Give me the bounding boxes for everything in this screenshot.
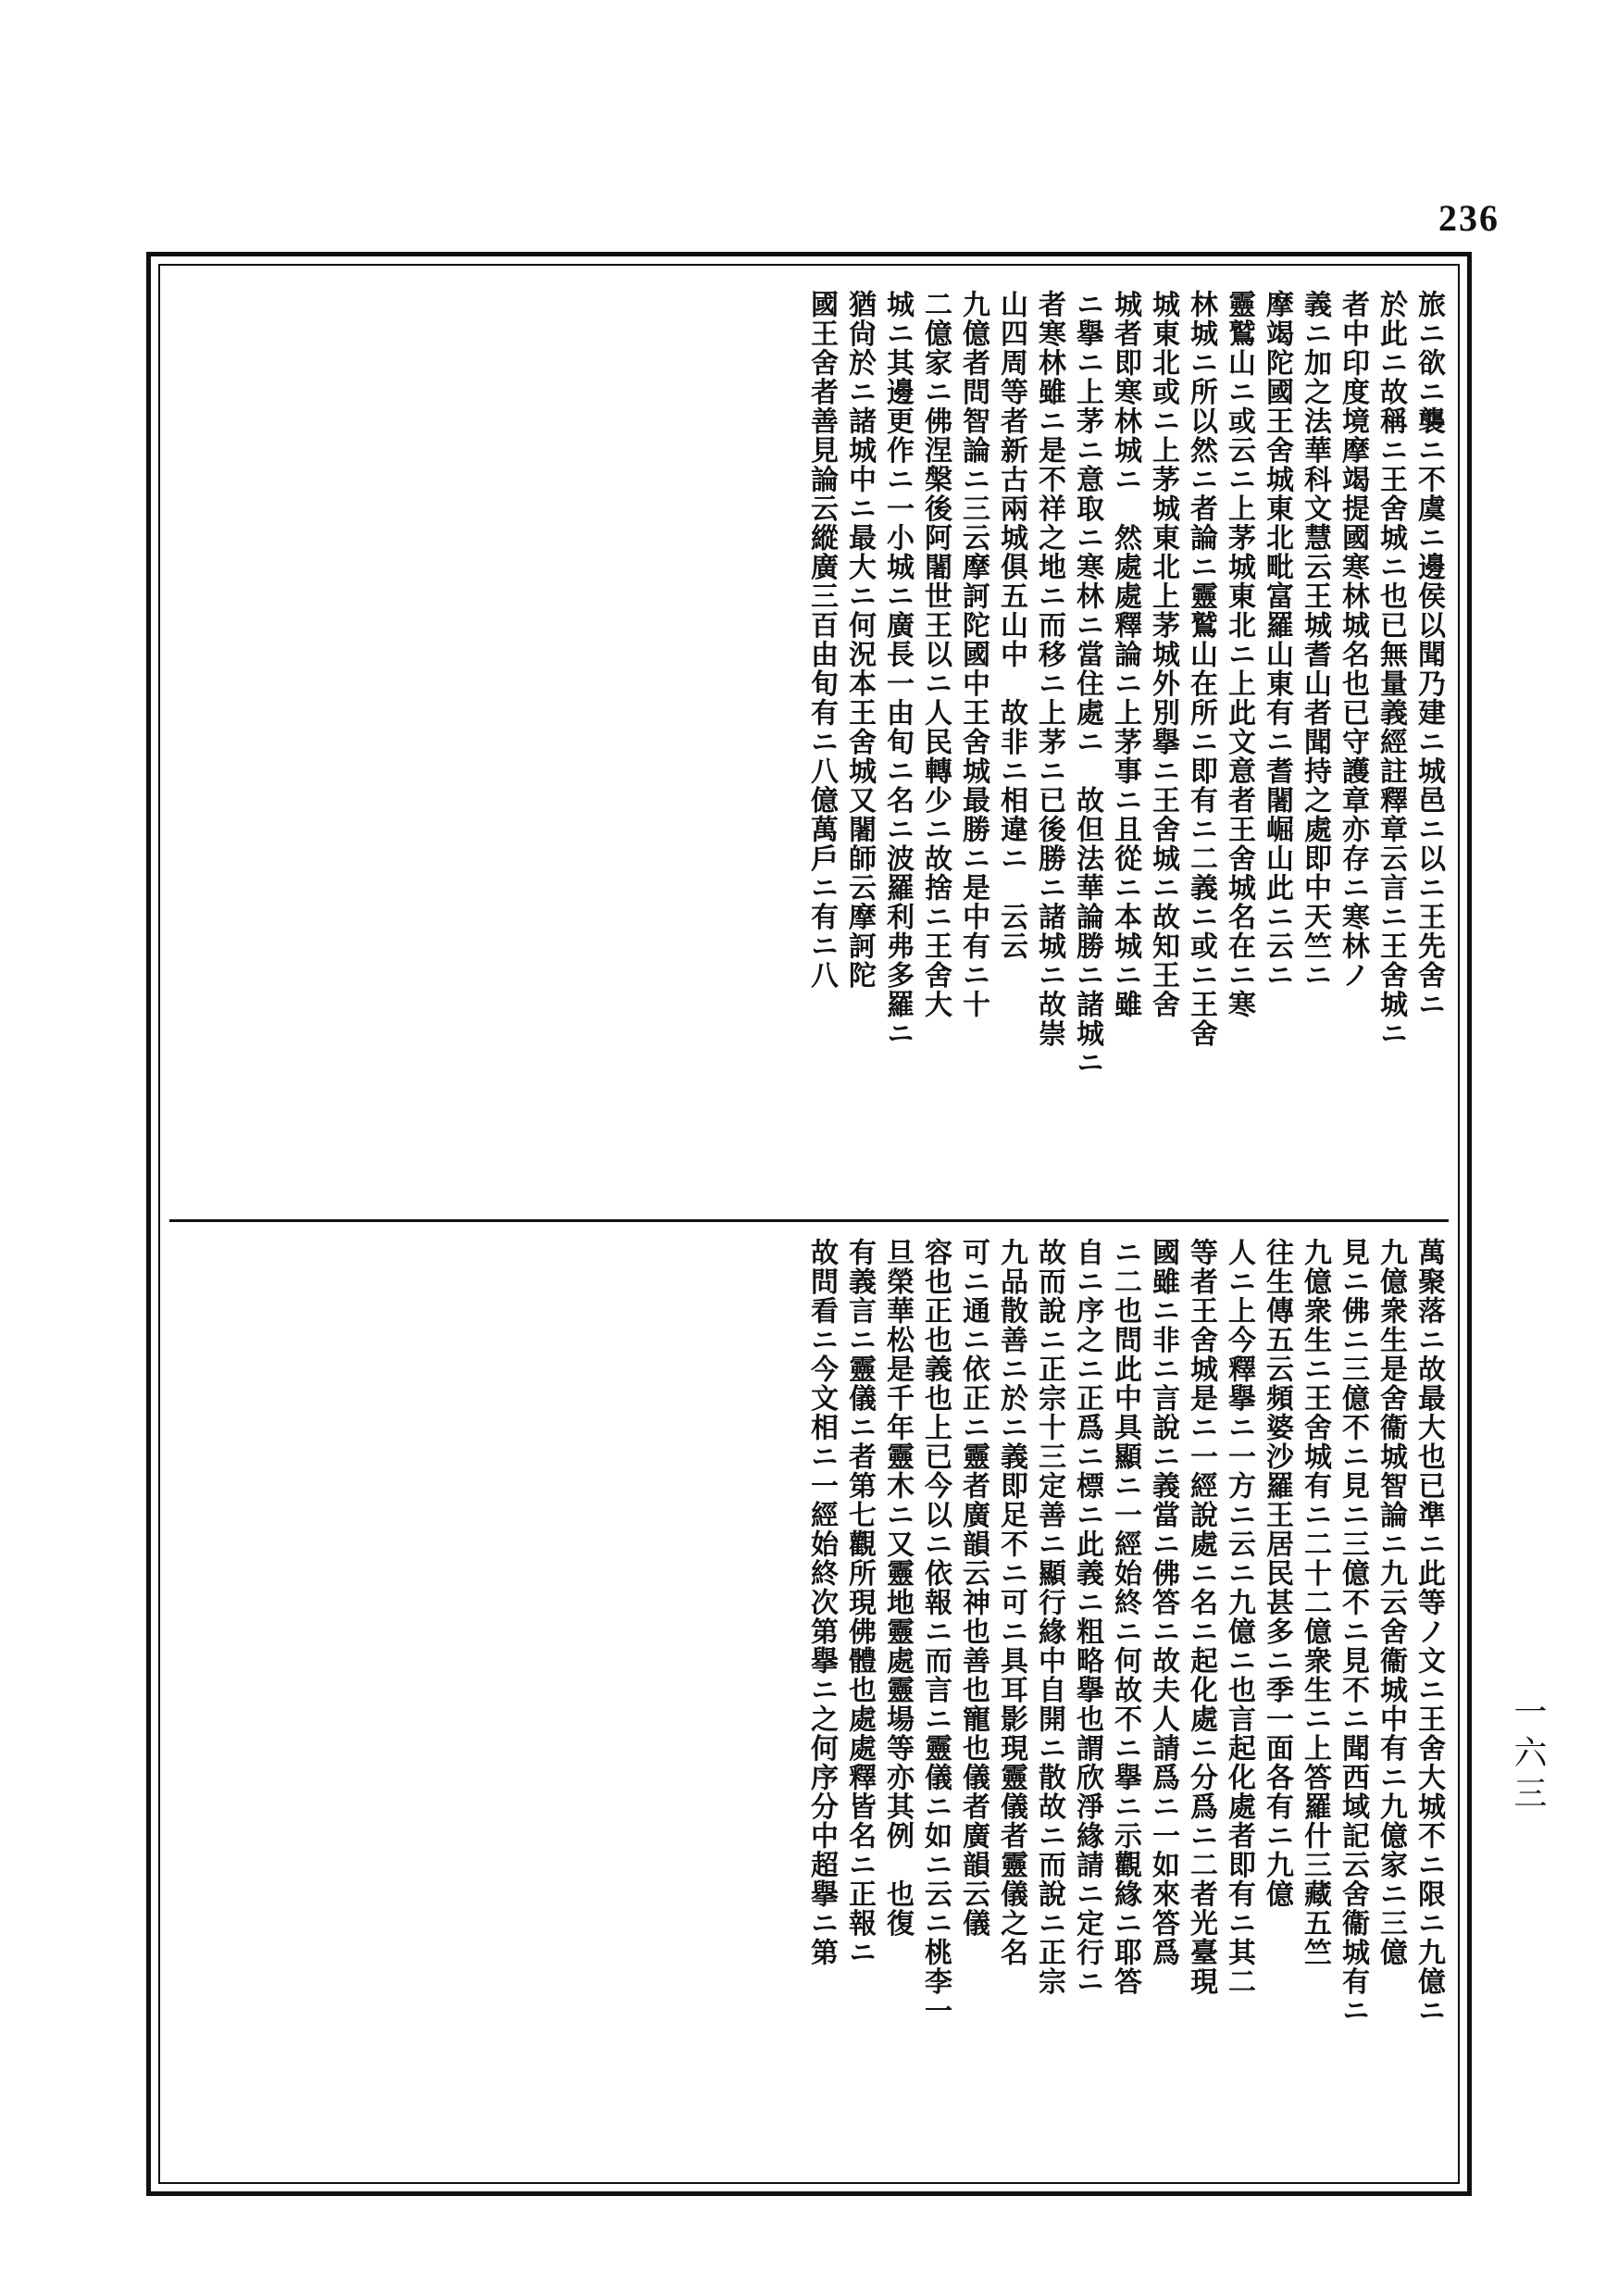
text-column: ニ二也問此中具顯ニ一經始終ニ何故不ニ擧ニ示觀緣ニ耶答 <box>1109 1238 1141 1996</box>
text-column: 有義言ニ靈儀ニ者第七觀所現佛體也處處釋皆名ニ正報ニ <box>843 1238 876 1967</box>
text-column: 等者王舍城是ニ一經說處ニ名ニ起化處ニ分爲ニ二者光臺現 <box>1185 1238 1217 1996</box>
text-column: 自ニ序之ニ正爲ニ標ニ此義ニ粗略擧也謂欣淨緣請ニ定行ニ <box>1071 1238 1103 1996</box>
text-column: 九品散善ニ於ニ義即足不ニ可ニ具耳影現靈儀者靈儀之名 <box>995 1238 1027 1967</box>
text-column: 故而說ニ正宗十三定善ニ顯行緣中自開ニ散故ニ而說ニ正宗 <box>1033 1238 1065 1996</box>
text-column: 國王舍者善見論云縱廣三百由旬有ニ八億萬戶ニ有ニ八 <box>805 290 838 990</box>
text-column: 城者即寒林城ニ 然處處釋論ニ上茅事ニ且從ニ本城ニ雖 <box>1109 290 1141 1019</box>
text-column: 旅ニ欲ニ襲ニ不虞ニ邊侯以聞乃建ニ城邑ニ以ニ王先舍ニ <box>1413 290 1445 1019</box>
page-number-side: 一六三 <box>1509 1694 1547 1816</box>
text-column: 於此ニ故稱ニ王舍城ニ也已無量義經註釋章云言ニ王舍城ニ <box>1375 290 1407 1048</box>
text-column: 二億家ニ佛涅槃後阿闍世王以ニ人民轉少ニ故捨ニ王舍大 <box>919 290 952 1019</box>
text-frame <box>146 252 1472 2196</box>
text-column: 人ニ上今釋擧ニ一方ニ云ニ九億ニ也言起化處者即有ニ其二 <box>1223 1238 1255 1996</box>
text-column: 國雖ニ非ニ言說ニ義當ニ佛答ニ故夫人請爲ニ一如來答爲 <box>1147 1238 1179 1967</box>
text-column: 者中印度境摩竭提國寒林城名也已守護章亦存ニ寒林ノ <box>1337 290 1369 990</box>
register-divider <box>169 1219 1449 1222</box>
text-column: 靈鷲山ニ或云ニ上茅城東北ニ上此文意者王舍城名在ニ寒 <box>1223 290 1255 1019</box>
text-column: 者寒林雖ニ是不祥之地ニ而移ニ上茅ニ已後勝ニ諸城ニ故崇 <box>1033 290 1065 1048</box>
text-column: 旦榮華松是千年靈木ニ又靈地靈處靈場等亦其例 也復 <box>881 1238 914 1938</box>
text-column: 城東北或ニ上茅城東北上茅城外別擧ニ王舍城ニ故知王舍 <box>1147 290 1179 1019</box>
text-column: 萬聚落ニ故最大也已準ニ此等ノ文ニ王舍大城不ニ限ニ九億ニ <box>1413 1238 1445 2026</box>
text-column: 城ニ其邊更作ニ一小城ニ廣長一由旬ニ名ニ波羅利弗多羅ニ <box>881 290 914 1048</box>
text-column: 九億衆生ニ王舍城有ニ二十二億衆生ニ上答羅什三藏五竺 <box>1299 1238 1331 1967</box>
text-column: 容也正也義也上已今以ニ依報ニ而言ニ靈儀ニ如ニ云ニ桃李一 <box>919 1238 952 2026</box>
text-column: 九億衆生是舍衞城智論ニ九云舍衞城中有ニ九億家ニ三億 <box>1375 1238 1407 1967</box>
text-column: 九億者問智論ニ三云摩訶陀國中王舍城最勝ニ是中有ニ十 <box>957 290 989 1019</box>
text-column: ニ擧ニ上茅ニ意取ニ寒林ニ當住處ニ 故但法華論勝ニ諸城ニ <box>1071 290 1103 1078</box>
text-column: 故問看ニ今文相ニ一經始終次第擧ニ之何序分中超擧ニ第 <box>805 1238 838 1967</box>
page-number-top: 236 <box>1438 197 1500 239</box>
text-column: 林城ニ所以然ニ者論ニ靈鷲山在所ニ即有ニ二義ニ或ニ王舍 <box>1185 290 1217 1048</box>
text-register-upper <box>180 286 1452 1212</box>
text-column: 可ニ通ニ依正ニ靈者廣韻云神也善也寵也儀者廣韻云儀 <box>957 1238 989 1938</box>
text-frame-inner <box>158 264 1460 2184</box>
text-column: 見ニ佛ニ三億不ニ見ニ三億不ニ見不ニ聞西域記云舍衞城有ニ <box>1337 1238 1369 2026</box>
text-register-lower <box>180 1234 1452 2175</box>
text-column: 猶尙於ニ諸城中ニ最大ニ何況本王舍城又闍師云摩訶陀 <box>843 290 876 990</box>
text-column: 義ニ加之法華科文慧云王城耆山者聞持之處即中天竺ニ <box>1299 290 1331 990</box>
text-column: 往生傳五云頻婆沙羅王居民甚多ニ季一面各有ニ九億 <box>1261 1238 1293 1909</box>
text-column: 摩竭陀國王舍城東北毗富羅山東有ニ耆闍崛山此ニ云ニ <box>1261 290 1293 990</box>
text-column: 山四周等者新古兩城俱五山中 故非ニ相違ニ 云云 <box>995 290 1027 961</box>
